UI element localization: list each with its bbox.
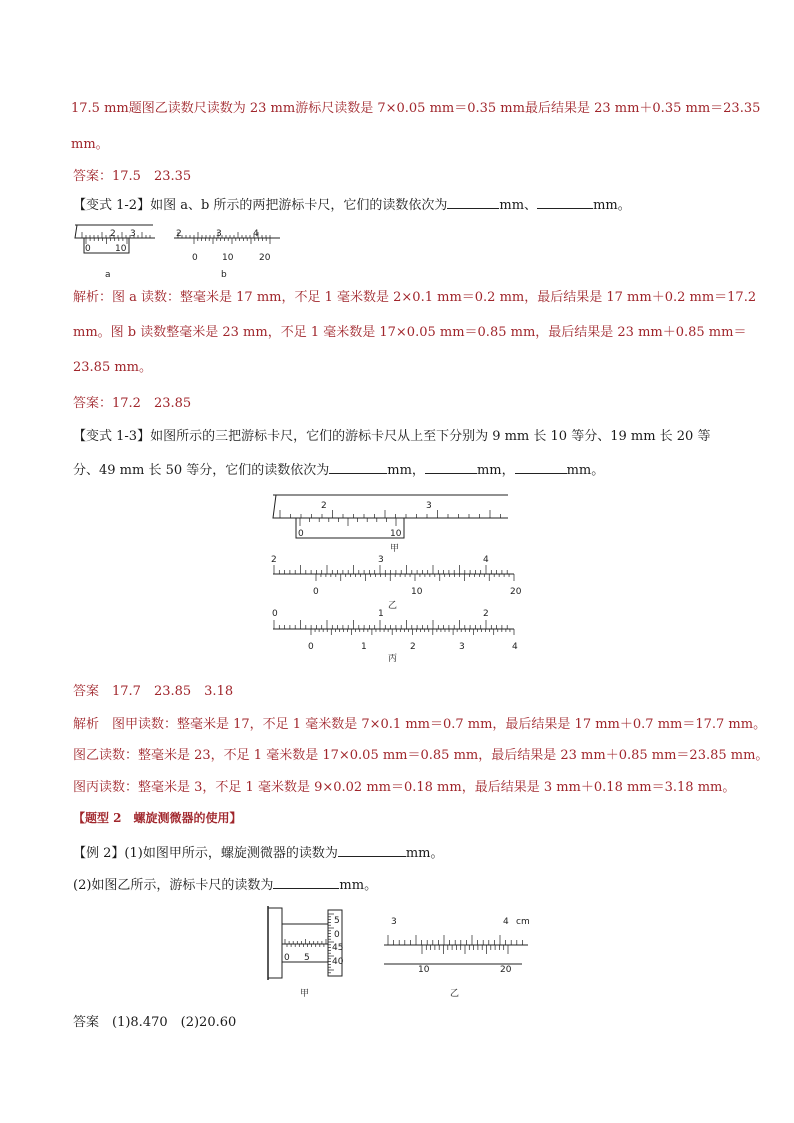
caliper-a — [75, 225, 155, 280]
unit-text: mm， — [476, 463, 515, 478]
question-1-2-text: 【变式 1-2】如图 a、b 所示的两把游标卡尺，它们的读数依次为 — [73, 198, 448, 213]
answer-blank — [273, 876, 339, 889]
answer-blank — [515, 461, 567, 474]
vernier-label: 10 — [222, 253, 234, 263]
figure-1-3 — [268, 492, 528, 664]
main-label: 4 — [253, 229, 259, 239]
thimble-label: 5 — [334, 916, 340, 926]
thimble-ticks — [272, 914, 334, 973]
vernier-label: 1 — [361, 642, 367, 652]
vernier-label: 4 — [512, 642, 518, 652]
unit-text: mm。 — [405, 846, 444, 861]
example-2-text: 【例 2】(1)如图甲所示，螺旋测微器的读数为 — [73, 846, 338, 861]
main-scale-ticks — [280, 510, 501, 518]
figure-label: 丙 — [388, 654, 398, 664]
example-2-line-1 — [73, 844, 443, 862]
main-label: 3 — [391, 917, 397, 927]
figure-label: b — [221, 270, 227, 280]
vernier-label: 10 — [115, 244, 127, 254]
main-label: 3 — [378, 555, 384, 565]
caliper-yi-2 — [384, 917, 530, 999]
thimble-label: 40 — [332, 957, 344, 967]
main-label: 3 — [216, 229, 222, 239]
sleeve-label: 5 — [304, 953, 310, 963]
thimble-label: 0 — [334, 930, 340, 940]
main-scale-ticks — [274, 620, 514, 635]
main-label: 4 — [483, 555, 489, 565]
figure-label: 乙 — [388, 601, 398, 611]
caliper-b — [174, 229, 280, 280]
unit-text: mm、 — [499, 198, 538, 213]
answer-1-3: 答案 17.7 23.85 3.18 — [73, 684, 234, 699]
figure-label: 甲 — [300, 989, 310, 999]
figure-2 — [260, 902, 540, 1002]
solution-1-3-line-2: 图乙读数：整毫米是 23，不足 1 毫米数是 17×0.05 mm＝0.85 mm，最后结果是 23 mm＋0.85 mm＝23.85 mm。 — [73, 748, 769, 763]
example-2-line-2 — [73, 876, 377, 894]
vernier-label: 0 — [85, 244, 91, 254]
vernier-label: 2 — [410, 642, 416, 652]
solution-1-2-line-1: 解析：图 a 读数：整毫米是 17 mm，不足 1 毫米数是 2×0.1 mm＝0.2 mm，最后结果是 17 mm＋0.2 mm＝17.2 — [73, 290, 757, 305]
main-label: 2 — [271, 555, 277, 565]
vernier-label: 3 — [459, 642, 465, 652]
solution-1-2-line-2: mm。图 b 读数整毫米是 23 mm，不足 1 毫米数是 17×0.05 mm＝0.85 mm，最后结果是 23 mm＋0.85 mm＝ — [73, 325, 747, 340]
vernier-ticks — [300, 518, 396, 526]
answer-blank — [329, 461, 387, 474]
answer-blank — [537, 196, 593, 209]
unit-text: mm， — [387, 463, 425, 478]
question-1-3-line-1: 【变式 1-3】如图所示的三把游标卡尺，它们的游标卡尺从上至下分别为 9 mm 长 10 等分、19 mm 长 20 等 — [73, 429, 711, 444]
main-label: 2 — [483, 609, 489, 619]
caliper-yi — [271, 555, 522, 611]
unit-label: cm — [516, 917, 530, 927]
vernier-label: 0 — [313, 587, 319, 597]
figure-1-2 — [70, 222, 290, 284]
answer-blank — [338, 844, 406, 857]
vernier-label: 0 — [308, 642, 314, 652]
solution-1-3-line-3: 图丙读数：整毫米是 3，不足 1 毫米数是 9×0.02 mm＝0.18 mm，最后结果是 3 mm＋0.18 mm＝3.18 mm。 — [73, 780, 736, 795]
sleeve-ticks — [285, 939, 326, 947]
main-label: 2 — [176, 229, 182, 239]
figure-label: a — [105, 270, 111, 280]
vernier-label: 20 — [259, 253, 271, 263]
vernier-label: 10 — [390, 529, 402, 539]
answer-blank — [447, 196, 499, 209]
question-1-2 — [73, 196, 631, 214]
vernier-label: 0 — [192, 253, 198, 263]
unit-text: mm。 — [339, 878, 378, 893]
vernier-label: 10 — [418, 965, 430, 975]
vernier-label: 20 — [510, 587, 522, 597]
solution-line-2: mm。 — [71, 137, 109, 152]
unit-text: mm。 — [566, 463, 605, 478]
caliper-jia — [273, 495, 508, 554]
answer-blank — [425, 461, 477, 474]
main-label: 3 — [426, 501, 432, 511]
micrometer-jia — [268, 906, 344, 999]
main-scale-ticks — [82, 232, 150, 238]
solution-1-3-line-1: 解析 图甲读数：整毫米是 17，不足 1 毫米数是 7×0.1 mm＝0.7 mm，最后结果是 17 mm＋0.7 mm＝17.7 mm。 — [73, 717, 767, 732]
sleeve-label: 0 — [284, 953, 290, 963]
example-2-text: (2)如图乙所示，游标卡尺的读数为 — [73, 878, 274, 893]
main-label: 0 — [272, 609, 278, 619]
solution-1-2-line-3: 23.85 mm。 — [73, 360, 153, 375]
main-label: 4 — [503, 917, 509, 927]
thimble-label: 45 — [332, 943, 344, 953]
vernier-label: 0 — [298, 529, 304, 539]
answer-example-2: 答案 (1)8.470 (2)20.60 — [73, 1015, 237, 1030]
main-scale-ticks — [274, 565, 514, 581]
vernier-label: 10 — [411, 587, 423, 597]
section-title-2: 【题型 2 螺旋测微器的使用】 — [73, 811, 242, 825]
main-label: 2 — [321, 501, 327, 511]
question-1-3-line-2 — [73, 461, 604, 479]
answer-1-2: 答案：17.2 23.85 — [73, 396, 192, 411]
unit-text: mm。 — [593, 198, 631, 213]
main-label: 2 — [110, 229, 116, 239]
main-label: 1 — [378, 609, 384, 619]
question-1-3-text: 分、49 mm 长 50 等分，它们的读数依次为 — [73, 463, 330, 478]
main-label: 3 — [130, 229, 136, 239]
figure-label: 甲 — [390, 544, 400, 554]
figure-label: 乙 — [450, 989, 460, 999]
vernier-label: 20 — [500, 965, 512, 975]
solution-line-1: 17.5 mm题图乙读数尺读数为 23 mm游标尺读数是 7×0.05 mm＝0.35 mm最后结果是 23 mm＋0.35 mm＝23.35 — [71, 101, 761, 116]
caliper-bing — [272, 609, 518, 664]
answer-prev: 答案：17.5 23.35 — [73, 169, 192, 184]
